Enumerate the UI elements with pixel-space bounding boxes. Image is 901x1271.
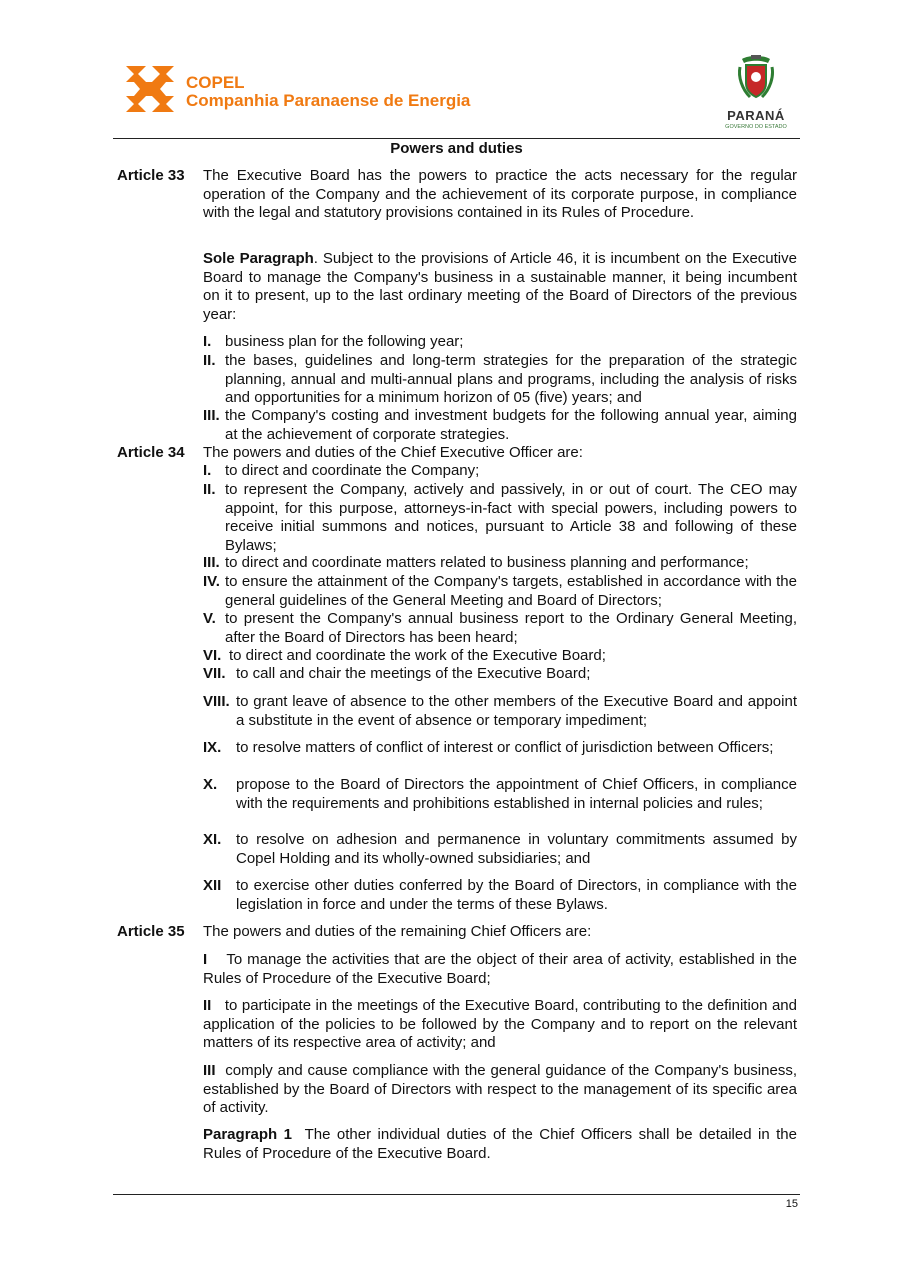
item-number: III. xyxy=(203,554,220,571)
item-text: to exercise other duties conferred by the Board of Directors, in compliance with the legislation in force and under the terms of these Bylaws. xyxy=(236,877,797,913)
paragraph-1-label: Paragraph 1 xyxy=(203,1126,292,1143)
item-text: to resolve matters of conflict of interest or conflict of jurisdiction between Officers; xyxy=(236,739,774,756)
brand-text xyxy=(186,74,470,110)
list-item xyxy=(203,610,797,647)
paragraph-1-text: The other individual duties of the Chief Officers shall be detailed in the Rules of Procedure of the Executive Board. xyxy=(203,1126,797,1162)
list-item xyxy=(203,554,797,573)
article-33-label: Article 33 xyxy=(117,167,185,184)
parana-coat-of-arms-icon xyxy=(736,53,776,103)
item-number: IV. xyxy=(203,573,220,590)
list-item xyxy=(203,693,797,730)
item-number: I. xyxy=(203,333,212,350)
footer-divider xyxy=(113,1194,800,1195)
article-34-text: The powers and duties of the Chief Executive Officer are: xyxy=(203,444,583,461)
item-text: to direct and coordinate matters related to business planning and performance; xyxy=(225,554,749,571)
list-item xyxy=(203,573,797,610)
item-text: to direct and coordinate the work of the Executive Board; xyxy=(229,647,606,664)
item-number: II xyxy=(203,997,212,1014)
article-35-item xyxy=(203,997,797,1053)
item-text: to resolve on adhesion and permanence in voluntary commitments assumed by Copel Holding and its wholly-owned subsidiaries; and xyxy=(236,831,797,867)
article-35-paragraph-1 xyxy=(203,1126,797,1163)
item-text: to ensure the attainment of the Company's targets, established in accordance with the general guidelines of the General Meeting and Board of Directors; xyxy=(225,573,797,609)
list-item xyxy=(203,665,797,684)
item-text: the Company's costing and investment budgets for the following annual year, aiming at the achievement of corporate strategies. xyxy=(225,407,797,443)
item-number: V. xyxy=(203,610,216,627)
article-33-sole-paragraph xyxy=(203,250,797,324)
article-35-item xyxy=(203,1062,797,1118)
state-subtitle: GOVERNO DO ESTADO xyxy=(725,124,787,130)
article-35-label: Article 35 xyxy=(117,923,185,940)
item-text: to participate in the meetings of the Executive Board, contributing to the definition and application of the policies to be followed by the Company and to report on the relevant matters of its respective area of activity; and xyxy=(203,997,797,1051)
item-number: I xyxy=(203,951,208,968)
brand-name: COPEL xyxy=(186,73,245,92)
sole-paragraph-label: Sole Paragraph xyxy=(203,250,314,267)
parana-emblem xyxy=(724,53,788,130)
list-item xyxy=(203,739,797,758)
item-number: II. xyxy=(203,481,216,498)
copel-logo-icon xyxy=(124,66,176,112)
item-text: To manage the activities that are the object of their area of activity, established in the Rules of Procedure of the Executive Board; xyxy=(203,951,797,987)
item-number: III. xyxy=(203,407,220,424)
item-number: X. xyxy=(203,776,218,793)
item-text: to grant leave of absence to the other members of the Executive Board and appoint a substitute in the event of absence or temporary impediment; xyxy=(236,693,797,729)
item-number: XI. xyxy=(203,831,222,848)
page-number: 15 xyxy=(785,1198,798,1210)
list-item xyxy=(203,407,797,444)
list-item xyxy=(203,877,797,914)
list-item xyxy=(203,831,797,868)
section-title: Powers and duties xyxy=(390,140,523,157)
item-number: XII xyxy=(203,877,222,894)
item-text: to present the Company's annual business report to the Ordinary General Meeting, after the Board of Directors has been heard; xyxy=(225,610,797,646)
list-item xyxy=(203,481,797,555)
list-item xyxy=(203,333,797,352)
item-text: to call and chair the meetings of the Executive Board; xyxy=(236,665,591,682)
item-text: to represent the Company, actively and passively, in or out of court. The CEO may appoint, for this purpose, attorneys-in-fact with special powers, including powers to receive initial summons and notices, pursuant to Article 38 and following of these Bylaws; xyxy=(225,481,797,554)
brand-full-name: Companhia Paranaense de Energia xyxy=(186,91,471,110)
item-text: comply and cause compliance with the general guidance of the Company's business, established by the Board of Directors with respect to the management of its specific area of activity. xyxy=(203,1062,797,1116)
item-number: VII. xyxy=(203,665,226,682)
list-item xyxy=(203,647,797,666)
page-header xyxy=(0,0,901,140)
article-33-text: The Executive Board has the powers to practice the acts necessary for the regular operation of the Company and the achievement of its corporate purpose, in compliance with the legal and statutory provisions contained in its Rules of Procedure. xyxy=(203,167,797,221)
header-divider xyxy=(113,138,800,139)
item-number: VI. xyxy=(203,647,222,664)
item-number: IX. xyxy=(203,739,222,756)
item-number: I. xyxy=(203,462,212,479)
list-item xyxy=(203,776,797,813)
list-item xyxy=(203,462,797,481)
article-35-item xyxy=(203,951,797,988)
item-number: III xyxy=(203,1062,216,1079)
sole-paragraph-text: . Subject to the provisions of Article 46, it is incumbent on the Executive Board to manage the Company's business in a sustainable manner, it being incumbent on it to present, up to the last ordinary meeting of the Board of Directors of the previous year: xyxy=(203,250,797,323)
state-name: PARANÁ xyxy=(727,108,785,123)
article-35-text: The powers and duties of the remaining Chief Officers are: xyxy=(203,923,592,940)
item-number: II. xyxy=(203,352,216,369)
list-item xyxy=(203,352,797,408)
article-34-label: Article 34 xyxy=(117,444,185,461)
item-text: the bases, guidelines and long-term strategies for the preparation of the strategic planning, annual and multi-annual plans and programs, including the analysis of risks and opportunities for a minimum horizon of 05 (five) years; and xyxy=(225,352,797,406)
item-text: to direct and coordinate the Company; xyxy=(225,462,480,479)
item-text: propose to the Board of Directors the appointment of Chief Officers, in compliance with the requirements and prohibitions established in internal policies and rules; xyxy=(236,776,797,812)
item-text: business plan for the following year; xyxy=(225,333,464,350)
item-number: VIII. xyxy=(203,693,230,710)
